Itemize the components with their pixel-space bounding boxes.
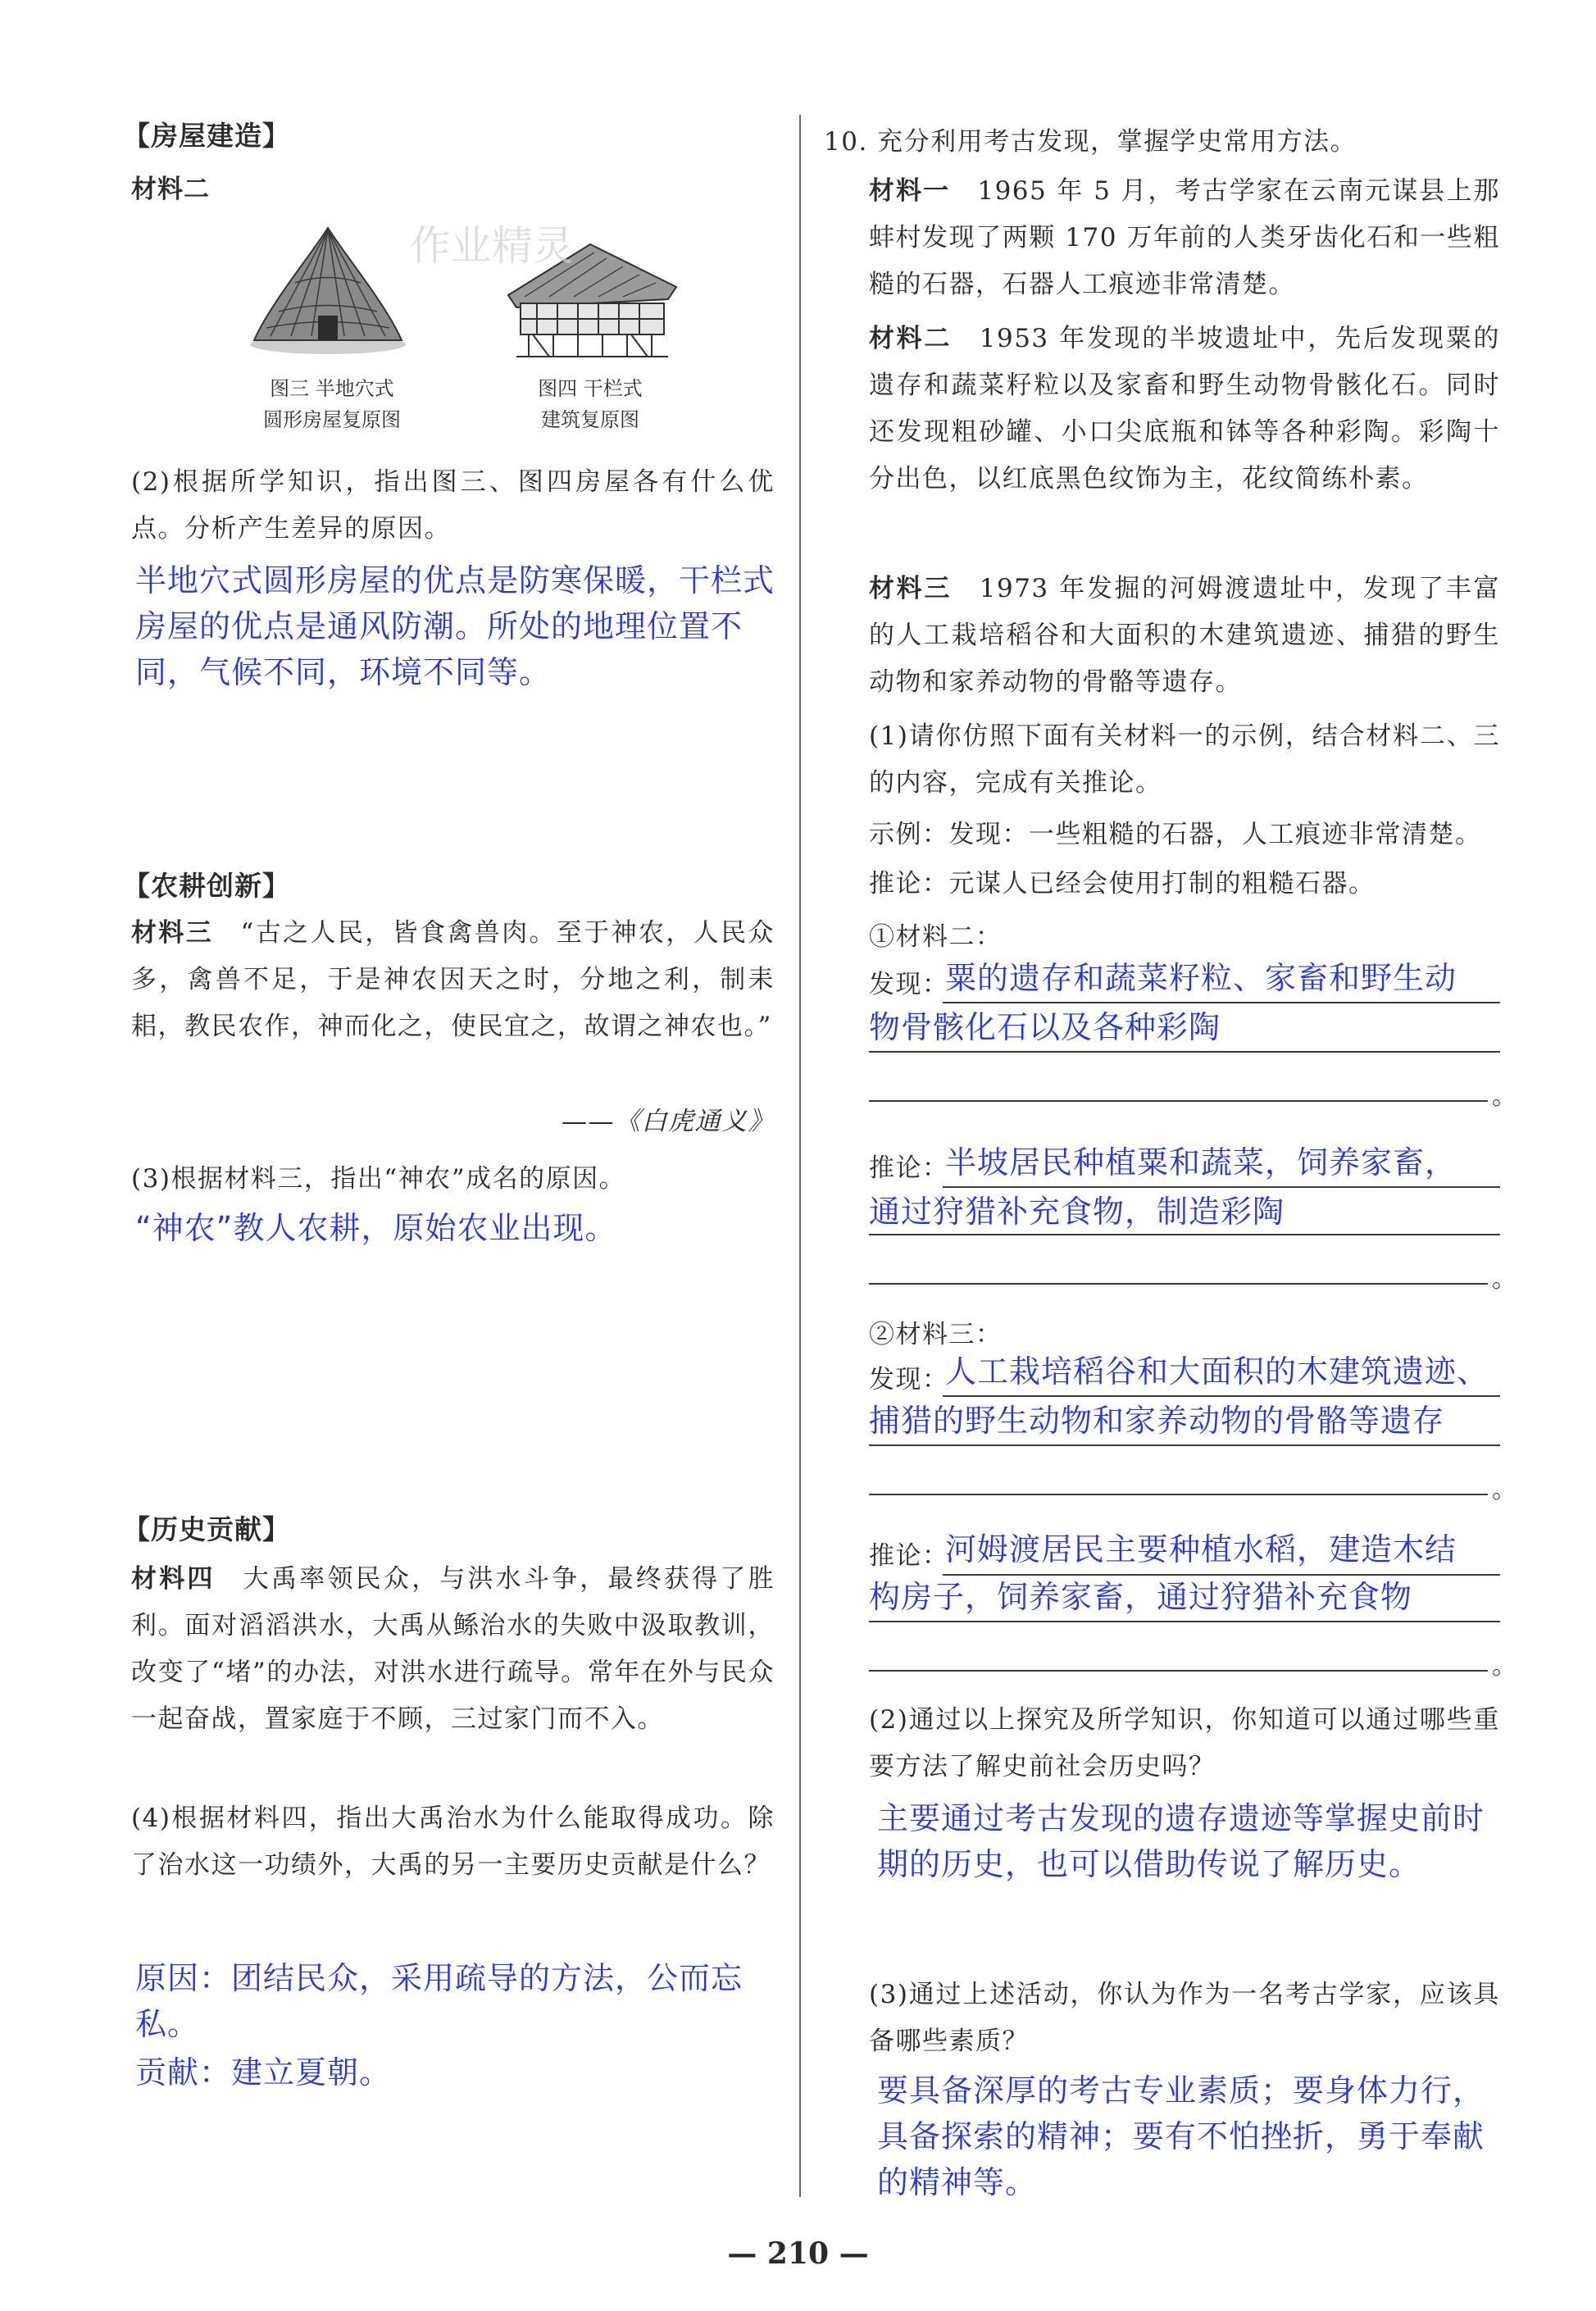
answer-line [869,1621,1500,1622]
answer-3-right: 要具备深厚的考古专业素质；要身体力行，具备探索的精神；要有不怕挫折，勇于奉献的精神等。 [877,2072,1485,2200]
material-one-text: 1965 年 5 月，考古学家在云南元谋县上那蚌村发现了两颗 170 万年前的人类牙齿化石和一些粗糙的石器，石器人工痕迹非常清楚。 [869,176,1501,299]
item1-infer-label: 推论： [869,1153,949,1183]
question-3-left: (3)根据材料三，指出“神农”成名的原因。 [131,1164,626,1194]
section-title-house: 【房屋建造】 [123,120,290,152]
answer-line [869,1051,1500,1053]
material-two-label-right: 材料二 [869,324,953,353]
material-two-label: 材料二 [131,175,210,204]
question-10-title: 10. 充分利用考古发现，掌握学史常用方法。 [824,127,1357,157]
item2-label: ②材料三： [869,1320,1003,1349]
figure4-caption-line2: 建筑复原图 [541,408,639,431]
item2-find-line1: 人工栽培稻谷和大面积的木建筑遗迹、 [945,1353,1489,1390]
item2-find-line2: 捕猎的野生动物和家养动物的骨骼等遗存 [869,1403,1445,1439]
question-1-right: (1)请你仿照下面有关材料一的示例，结合材料二、三的内容，完成有关推论。 [869,721,1500,798]
period-mark: 。 [1492,1082,1516,1111]
answer-4-reason: 原因：团结民众，采用疏导的方法，公而忘私。 [135,1960,743,2042]
watermark: 作业精灵 [410,222,574,270]
figure4-caption-line1: 图四 干栏式 [538,377,643,400]
item2-find-label: 发现： [869,1365,949,1394]
figure3-caption-line2: 圆形房屋复原图 [263,408,401,431]
answer-line [869,1494,1488,1495]
figure3-caption-line1: 图三 半地穴式 [270,377,394,400]
material-two-text: 1953 年发现的半坡遗址中，先后发现粟的遗存和蔬菜籽粒以及家畜和野生动物骨骸化石。同时还发现粗砂罐、小口尖底瓶和钵等各种彩陶。彩陶十分出色，以红底黑色纹饰为主，花纹简练朴素。 [869,324,1500,494]
item1-find-label: 发现： [869,970,949,999]
answer-line [943,1395,1500,1397]
pit-dwelling-illustration [246,221,410,361]
answer-line [869,1100,1488,1102]
item1-find-line1: 粟的遗存和蔬菜籽粒、家畜和野生动 [945,960,1457,996]
material-four-left [131,1556,775,1743]
answer-line [869,1670,1488,1672]
answer-line [943,1002,1500,1003]
example-finding: 示例：发现：一些粗糙的石器，人工痕迹非常清楚。 [869,820,1482,849]
material-three-right [869,566,1500,706]
example-inference: 推论：元谋人已经会使用打制的粗糙石器。 [869,869,1375,898]
answer-line [869,1283,1488,1285]
item2-infer-label: 推论： [869,1541,949,1571]
question-3-right: (3)通过上述活动，你认为作为一名考古学家，应该具备哪些素质？ [869,1980,1500,2056]
section-title-farming: 【农耕创新】 [123,870,290,902]
item2-infer-line2: 构房子，饲养家畜，通过狩猎补充食物 [869,1579,1413,1615]
period-mark: 。 [1492,1652,1516,1681]
answer-line [869,1234,1500,1235]
material-three-left [131,910,775,1050]
answer-3-left: “神农”教人农耕，原始农业出现。 [135,1210,617,1246]
material-three-source: ——《白虎通义》 [562,1107,775,1136]
material-one-label: 材料一 [869,176,951,206]
item1-infer-line1: 半坡居民种植粟和蔬菜，饲养家畜， [945,1144,1457,1181]
figure4-caption [500,373,680,435]
material-four-label: 材料四 [131,1564,216,1594]
question-2-right: (2)通过以上探究及所学知识，你知道可以通过哪些重要方法了解史前社会历史吗？ [869,1705,1500,1781]
period-mark: 。 [1492,1265,1516,1294]
material-three-text: “古之人民，皆食禽兽肉。至于神农，人民众多，禽兽不足，于是神农因天之时，分地之利，制耒耜，教民农作，神而化之，使民宜之，故谓之神农也。” [131,918,775,1041]
item1-find-line2: 物骨骸化石以及各种彩陶 [869,1009,1221,1045]
material-three-label-right: 材料三 [869,574,953,603]
answer-line [943,1186,1500,1188]
section-title-contribution: 【历史贡献】 [123,1513,290,1545]
question-4-left: (4)根据材料四，指出大禹治水为什么能取得成功。除了治水这一功绩外，大禹的另一主要历史贡献是什么？ [131,1804,775,1880]
answer-2-right: 主要通过考古发现的遗存遗迹等掌握史前时期的历史，也可以借助传说了解历史。 [877,1800,1485,1882]
material-one-right [869,168,1500,308]
item1-label: ①材料二： [869,922,1003,952]
material-three-label: 材料三 [131,918,214,948]
item2-infer-line1: 河姆渡居民主要种植水稻，建造木结 [945,1531,1457,1567]
page-number: — 210 — [727,2236,869,2271]
column-divider [799,115,801,2197]
figure3-caption [238,373,426,435]
material-three-text-right: 1973 年发掘的河姆渡遗址中，发现了丰富的人工栽培稻谷和大面积的木建筑遗迹、捕猎的野生动物和家养动物的骨骼等遗存。 [869,574,1500,697]
answer-4-contribution: 贡献：建立夏朝。 [135,2054,392,2090]
material-two-right [869,316,1500,503]
item1-infer-line2: 通过狩猎补充食物，制造彩陶 [869,1194,1285,1230]
material-four-text: 大禹率领民众，与洪水斗争，最终获得了胜利。面对滔滔洪水，大禹从鲧治水的失败中汲取教训，改变了“堵”的办法，对洪水进行疏导。常年在外与民众一起奋战，置家庭于不顾，三过家门而不入。 [131,1564,775,1734]
answer-2-left: 半地穴式圆形房屋的优点是防寒保暖，干栏式房屋的优点是通风防潮。所处的地理位置不同，气候不同，环境不同等。 [135,562,775,690]
answer-line [869,1444,1500,1446]
question-2-left: (2)根据所学知识，指出图三、图四房屋各有什么优点。分析产生差异的原因。 [131,467,775,544]
period-mark: 。 [1492,1476,1516,1504]
